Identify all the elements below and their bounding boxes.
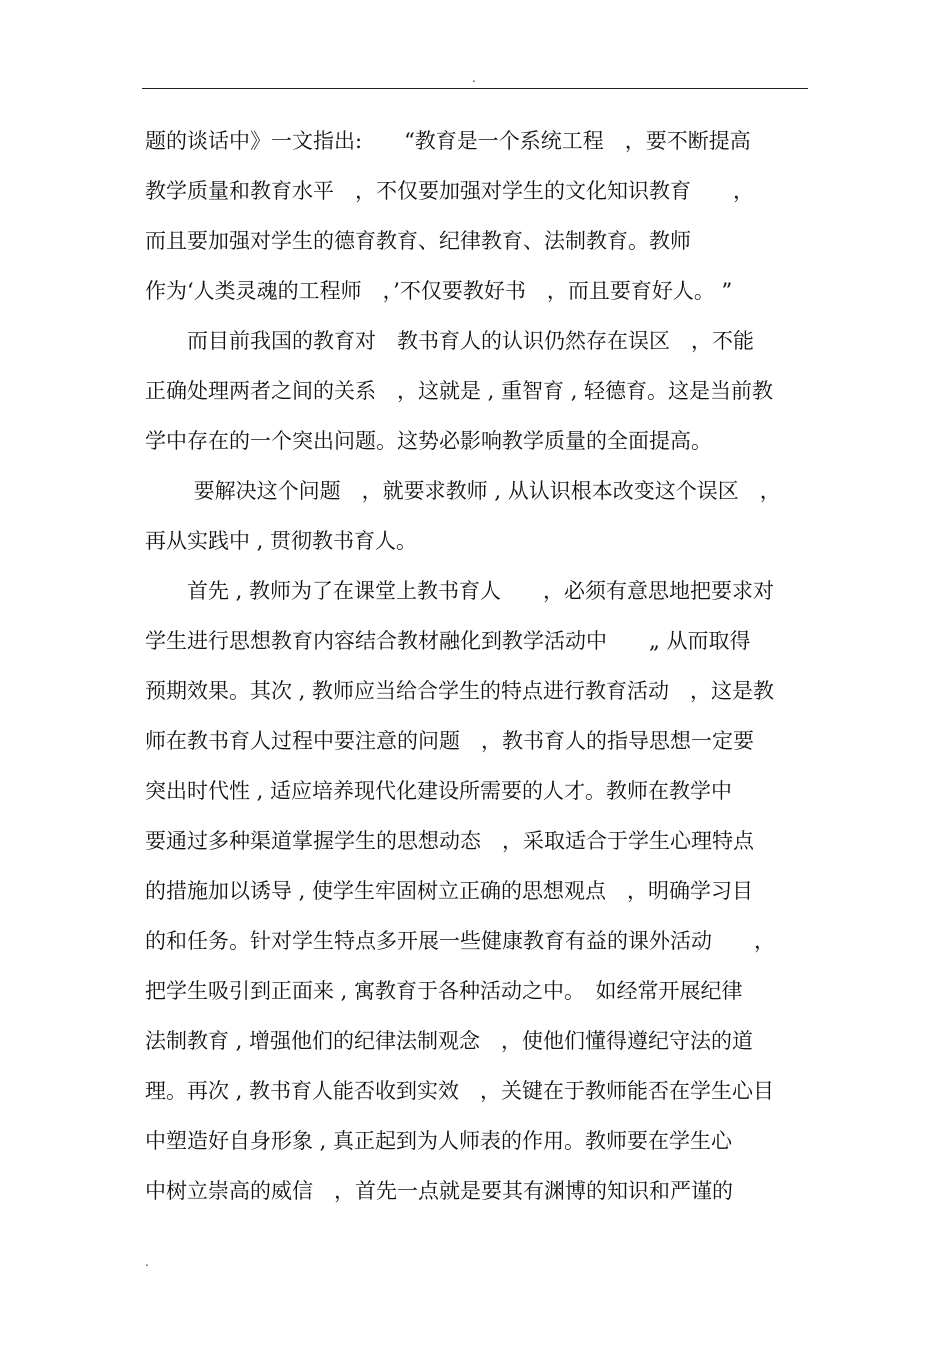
text-line: 再从实践中 , 贯彻教书育人。 — [145, 529, 418, 553]
text-line: 要通过多种渠道掌握学生的思想动态 ，采取适合于学生心理特点 — [145, 829, 754, 853]
text-line: 要解决这个问题 ，就要求教师 , 从认识根本改变这个误区 ， — [145, 479, 781, 503]
header-rule — [142, 88, 808, 89]
text-line: 正确处理两者之间的关系 ，这就是 , 重智育 , 轻德育。这是当前教 — [145, 379, 774, 403]
text-line: 学生进行思想教育内容结合教材融化到教学活动中 „ 从而取得 — [145, 629, 751, 653]
text-line: 的措施加以诱导 , 使学生牢固树立正确的思想观点 ，明确学习目 — [145, 879, 754, 903]
text-line: 而且要加强对学生的德育教育、纪律教育、法制教育。教师 — [145, 229, 691, 253]
document-body — [145, 121, 810, 1221]
text-line: 题的谈话中》一文指出: “教育是一个系统工程 ，要不断提高 — [145, 129, 751, 153]
text-line: 突出时代性 , 适应培养现代化建设所需要的人才。教师在教学中 — [145, 779, 733, 803]
text-line: 的和任务。针对学生特点多开展一些健康教育有益的课外活动 ， — [145, 929, 775, 953]
text-line: 把学生吸引到正面来 , 寓教育于各种活动之中。 如经常开展纪律 — [145, 979, 743, 1003]
text-line: 师在教书育人过程中要注意的问题 ，教书育人的指导思想一定要 — [145, 729, 754, 753]
text-line: 法制教育 , 增强他们的纪律法制观念 ，使他们懂得遵纪守法的道 — [145, 1029, 754, 1053]
footer-mark: . — [145, 1255, 149, 1269]
text-line: 而目前我国的教育对 教书育人的认识仍然存在误区 ，不能 — [145, 329, 754, 353]
text-line: 首先 , 教师为了在课堂上教书育人 ，必须有意思地把要求对 — [145, 579, 775, 603]
text-line: 教学质量和教育水平 ，不仅要加强对学生的文化知识教育 ， — [145, 179, 754, 203]
text-line: 学中存在的一个突出问题。这势必影响教学质量的全面提高。 — [145, 429, 712, 453]
text-line: 预期效果。其次 , 教师应当给合学生的特点进行教育活动 ，这是教 — [145, 679, 775, 703]
text-line: 作为‘人类灵魂的工程师 ，’不仅要教好书 ，而且要育好人。 ” — [145, 279, 733, 303]
header-mark: . — [472, 71, 476, 85]
text-line: 理。再次 , 教书育人能否收到实效 ，关键在于教师能否在学生心目 — [145, 1079, 775, 1103]
text-line: 中树立崇高的威信 ，首先一点就是要其有渊博的知识和严谨的 — [145, 1179, 733, 1203]
text-line: 中塑造好自身形象 , 真正起到为人师表的作用。教师要在学生心 — [145, 1129, 733, 1153]
